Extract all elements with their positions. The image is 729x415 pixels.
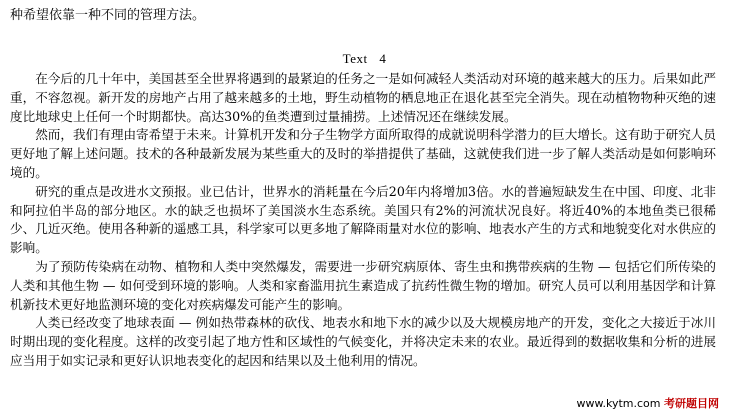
section-title: Text 4 [342, 51, 387, 66]
watermark-url: www.kytm.com [576, 397, 661, 410]
site-watermark [577, 397, 719, 411]
paragraph-4: 为了预防传染病在动物、植物和人类中突然爆发，需要进一步研究病原体、寄生虫和携带疾病的生物 — 包括它们所传染的人类和其他生物 — 如何受到环境的影响。人类和家畜滥用抗生素造成了抗药性微生物的增加。研究人员可以利用基因学和计算机新技术更好地监测环境的变化对疾病爆发可能产生的影响。 [10, 258, 716, 312]
watermark-site-name: 考研题目网 [664, 397, 719, 410]
paragraph-1: 在今后的几十年中，美国甚至全世界将遇到的最紧迫的任务之一是如何减轻人类活动对环境的越来越大的压力。后果如此严重，不容忽视。新开发的房地产占用了越来越多的土地，野生动植物的栖息地正在退化甚至完全消失。现在动植物物种灭绝的速度比地球史上任何一个时期都快。高达30%的鱼类遭到过量捕捞。上述情况还在继续发展。 [10, 71, 716, 124]
article-body [10, 70, 716, 371]
previous-paragraph-ending: 种希望依靠一种不同的管理方法。 [10, 8, 206, 23]
paragraph-5: 人类已经改变了地球表面 — 例如热带森林的砍伐、地表水和地下水的减少以及大规模房地产的开发，变化之大接近于冰川时期出现的变化程度。这样的改变引起了地方性和区域性的气候变化，并将决定未来的农业。最近得到的数据收集和分析的进展应当用于如实记录和更好认识地表变化的起因和结果以及土他利用的情况。 [10, 315, 716, 368]
paragraph-3: 研究的重点是改进水文预报。业已估计，世界水的消耗量在今后20年内将增加3倍。水的普遍短缺发生在中国、印度、北非和阿拉伯半岛的部分地区。水的缺乏也损坏了美国淡水生态系统。美国只有2%的河流状况良好。将近40%的本地鱼类已很稀少、几近灭绝。使用各种新的遥感工具，科学家可以更多地了解降雨量对水位的影响、地表水产生的方式和地貌变化对水供应的影响。 [10, 183, 716, 256]
paragraph-2: 然而，我们有理由寄希望于未来。计算机开发和分子生物学方面所取得的成就说明科学潜力的巨大增长。这有助于研究人员更好地了解上述问题。技术的各种最新发展为某些重大的及时的举措提供了基础，这就使我们进一步了解人类活动是如何影响环境的。 [10, 127, 716, 180]
